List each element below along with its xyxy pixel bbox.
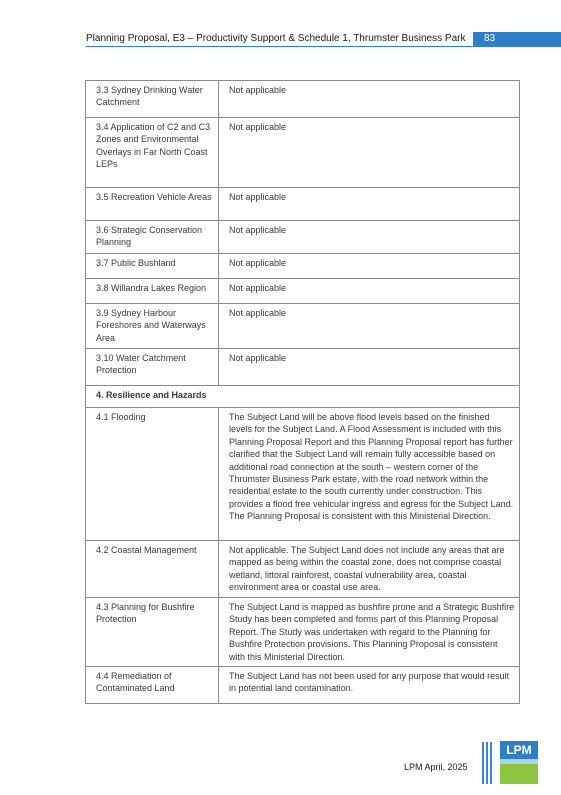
direction-cell: 4.3 Planning for Bushfire Protection [86, 598, 219, 667]
direction-cell: 3.6 Strategic Conservation Planning [86, 221, 219, 254]
section-row [86, 386, 520, 408]
direction-cell: 3.8 Willandra Lakes Region [86, 279, 219, 304]
response-cell: The Subject Land has not been used for any purpose that would result in potential land contamination. [219, 667, 520, 704]
section-heading: 4. Resilience and Hazards [86, 386, 520, 408]
table-row [86, 598, 520, 667]
response-cell: Not applicable [219, 349, 520, 386]
response-cell: Not applicable [219, 279, 520, 304]
table-row [86, 188, 520, 221]
response-cell: The Subject Land will be above flood levels based on the finished levels for the Subject Land. A Flood Assessment is included with this Planning Proposal Report and this Planning Proposal report has further clarified that the Subject Land will remain fully accessible based on additional road connection at the south – western corner of the Thrumster Business Park estate, with the road network within the residential estate to the south currently under construction. This provides a flood free vehicular ingress and egress for the Subject Land. The Planning Proposal is consistent with this Ministerial Direction. [219, 408, 520, 541]
response-cell: Not applicable [219, 118, 520, 188]
table-row [86, 81, 520, 118]
response-cell: Not applicable [219, 188, 520, 221]
direction-cell: 4.1 Flooding [86, 408, 219, 541]
direction-cell: 3.9 Sydney Harbour Foreshores and Waterways Area [86, 304, 219, 349]
response-cell: Not applicable [219, 221, 520, 254]
table-row [86, 254, 520, 279]
table-row [86, 279, 520, 304]
table-row [86, 221, 520, 254]
table-row [86, 408, 520, 541]
table-row [86, 667, 520, 704]
table-row [86, 118, 520, 188]
header-divider [86, 46, 561, 47]
page-number-badge: 83 [473, 32, 561, 46]
table-row [86, 349, 520, 386]
ministerial-directions-table [85, 80, 520, 704]
table-row [86, 541, 520, 598]
table-row [86, 304, 520, 349]
response-cell: Not applicable [219, 254, 520, 279]
direction-cell: 3.10 Water Catchment Protection [86, 349, 219, 386]
logo-lightblue-band [500, 759, 538, 764]
direction-cell: 3.7 Public Bushland [86, 254, 219, 279]
response-cell: Not applicable [219, 304, 520, 349]
direction-cell: 4.2 Coastal Management [86, 541, 219, 598]
direction-cell: 3.3 Sydney Drinking Water Catchment [86, 81, 219, 118]
logo-wordmark: LPM [500, 741, 538, 759]
direction-cell: 4.4 Remediation of Contaminated Land [86, 667, 219, 704]
direction-cell: 3.5 Recreation Vehicle Areas [86, 188, 219, 221]
footer-date: LPM April, 2025 [404, 762, 468, 772]
response-cell: The Subject Land is mapped as bushfire prone and a Strategic Bushfire Study has been completed and forms part of this Planning Proposal Report. The Study was undertaken with regard to the Planning for Bushfire Protection provisions. This Planning Proposal is consistent with this Ministerial Direction. [219, 598, 520, 667]
direction-cell: 3.4 Application of C2 and C3 Zones and Environmental Overlays in Far North Coast LEPs [86, 118, 219, 188]
page-header-title: Planning Proposal, E3 – Productivity Support & Schedule 1, Thrumster Business Park [86, 33, 466, 44]
logo-stripes [482, 742, 492, 784]
lpm-logo [500, 741, 538, 784]
response-cell: Not applicable. The Subject Land does not include any areas that are mapped as being within the coastal zone, does not comprise coastal wetland, littoral rainforest, coastal vulnerability area, coastal environment area or coastal use area. [219, 541, 520, 598]
response-cell: Not applicable [219, 81, 520, 118]
